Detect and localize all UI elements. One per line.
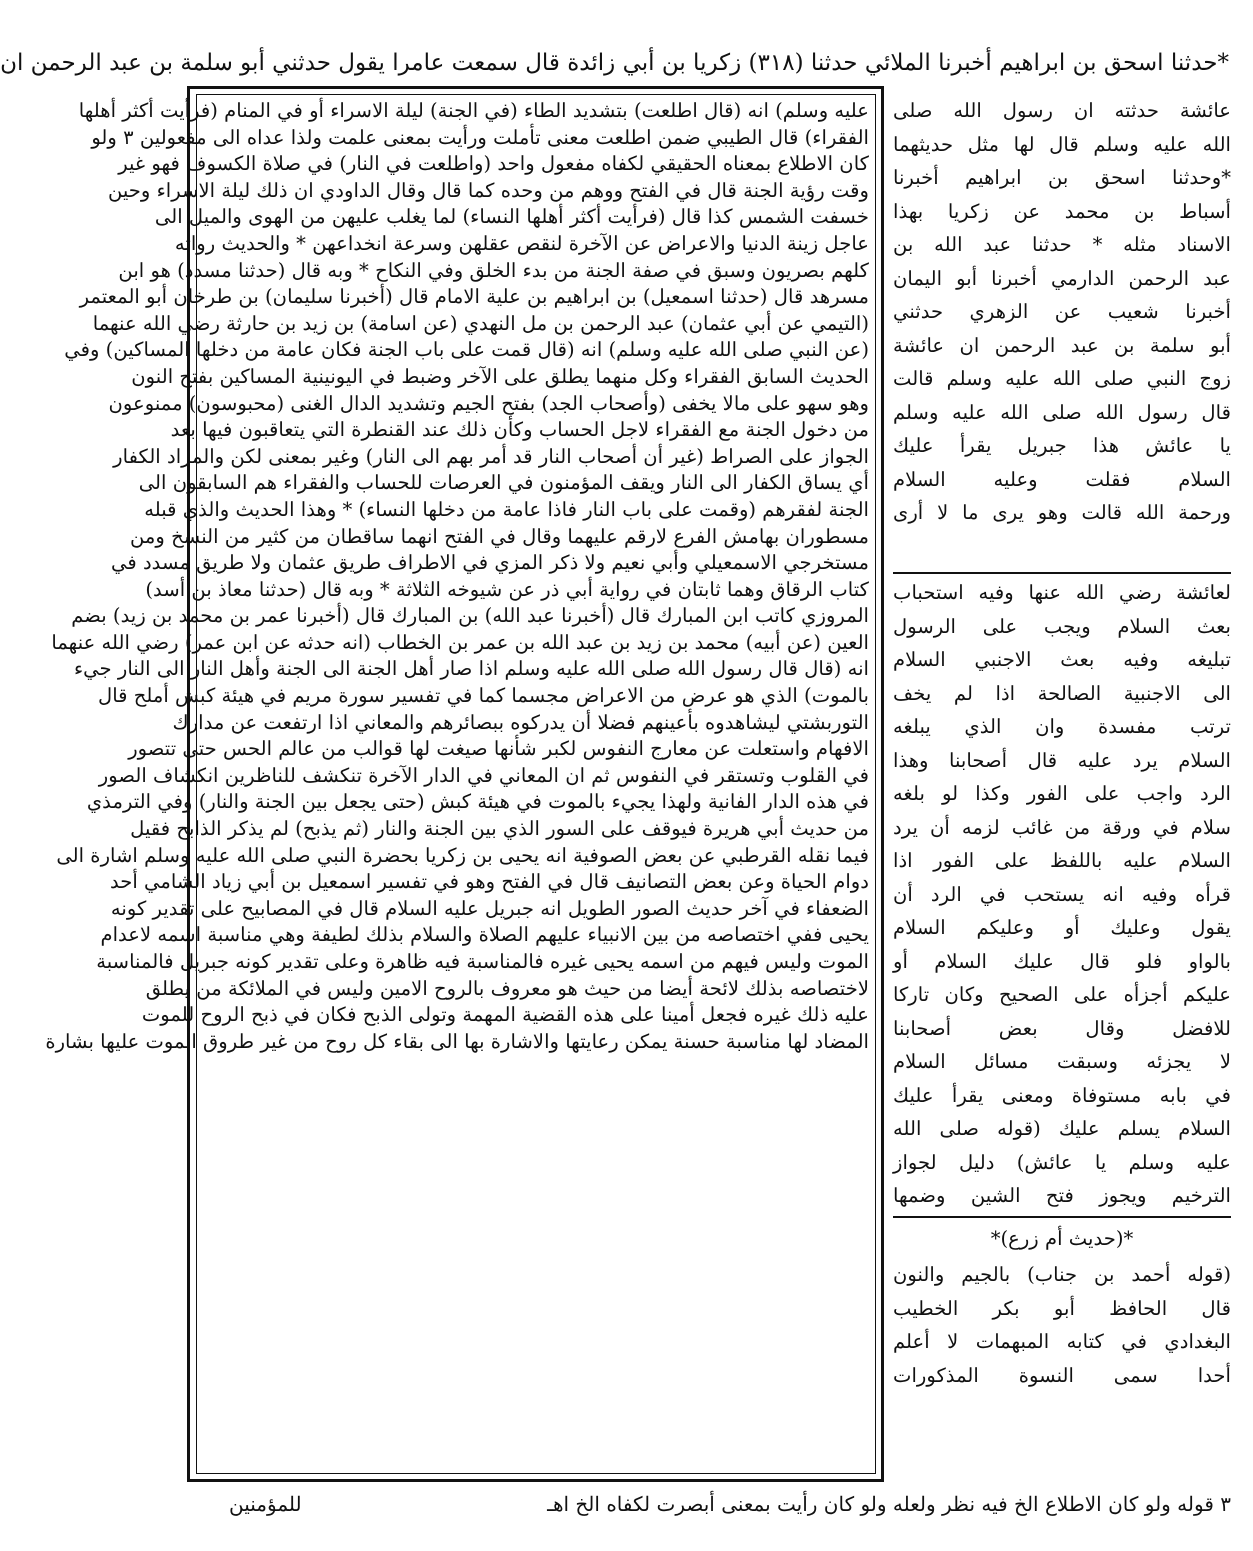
commentary-line: الضعفاء في آخر حديث الصور الطويل انه جبريل عليه السلام قال في المصابيح على تقدير كونه — [110, 896, 869, 920]
commentary-column — [45, 98, 869, 1470]
side-commentary-line: عليه وسلم يا عائش) دليل لجواز — [893, 1150, 1231, 1174]
nawawi-commentary-column — [893, 576, 1231, 1213]
side-commentary-line: بالواو فلو قال عليك السلام أو — [893, 949, 1231, 973]
commentary-line: الجنة لفقرهم (وقمت على باب النار فاذا عامة من دخلها النساء) * وهذا الحديث والذي قبله — [144, 497, 869, 521]
side-commentary-line: الرد واجب على الفور وكذا لو بلغه — [893, 782, 1231, 805]
side-commentary-line: السلام يرد عليه قال أصحابنا وهذا — [893, 748, 1231, 772]
hadith-line: عبد الرحمن الدارمي أخبرنا أبو اليمان — [893, 266, 1231, 290]
side-commentary-line: بعث السلام ويجب على الرسول — [893, 614, 1231, 638]
commentary-line: عليه ذلك غيره فجعل أمينا على هذه القضية المهمة وتولى الذبح فكان في ذبح الروح للموت — [141, 1003, 869, 1027]
hadith-line: ورحمة الله قالت وهو يرى ما لا أرى — [893, 501, 1231, 524]
commentary-line: المروزي كاتب ابن المبارك قال (أخبرنا عبد الله) بن المبارك قال (أخبرنا عمر بن محمد بن زيد) بضم — [71, 604, 869, 628]
side-bottom-line: (قوله أحمد بن جناب) بالجيم والنون — [893, 1263, 1231, 1286]
commentary-line: كتاب الرقاق وهما ثابتان في رواية أبي ذر عن شيوخه الثلاثة * وبه قال (حدثنا معاذ بن أسد) — [145, 577, 869, 601]
hadith-line: يا عائش هذا جبريل يقرأ عليك — [893, 434, 1231, 457]
commentary-line: لاختصاصه بذلك لائحة أيضا من حيث هو معروف بالروح الامين وليس في الملائكة من يطلق — [145, 976, 869, 1000]
side-bottom-line: أحدا سمى النسوة المذكورات — [893, 1363, 1231, 1387]
hadith-text-column — [893, 94, 1231, 530]
section-heading: *(حديث أم زرع)* — [990, 1227, 1134, 1250]
commentary-line: وهو سهو على مالا يخفى (وأصحاب الجد) بفتح الجيم وتشديد الدال الغنى (محبوسون) ممنوعون — [108, 391, 869, 415]
commentary-line: بالموت) الذي هو عرض من الاعراض مجسما كما في تفسير سورة مريم في هيئة كبش أملح قال — [97, 684, 869, 708]
side-divider-2 — [893, 1216, 1231, 1218]
side-bottom-line: قال الحافظ أبو بكر الخطيب — [893, 1296, 1231, 1320]
hadith-line: *وحدثنا اسحق بن ابراهيم أخبرنا — [893, 166, 1231, 189]
commentary-line: من حديث أبي هريرة فيوقف على السور الذي بين الجنة والنار (ثم يذبح) لم يذكر الذابح فقيل — [130, 817, 869, 841]
hadith-line: السلام فقلت وعليه السلام — [893, 467, 1231, 491]
commentary-line: أي يساق الكفار الى النار ويقف المؤمنون في العرصات للحساب والفقراء هم السابقون الى — [138, 471, 869, 495]
commentary-line: (عن النبي صلى الله عليه وسلم) انه (قال قمت على باب الجنة فكان عامة من دخلها المساكين) وفي — [64, 338, 869, 362]
hadith-line: أبو سلمة بن عبد الرحمن ان عائشة — [893, 333, 1231, 357]
commentary-line: دوام الحياة وعن بعض التصانيف قال في الفتح وهو في تفسير اسمعيل بن أبي زياد الشامي أحد — [109, 870, 869, 894]
side-commentary-line: قرأه وفيه انه يستحب في الرد أن — [893, 882, 1231, 906]
hadith-line: الله عليه وسلم قال لها مثل حديثهما — [893, 132, 1231, 156]
footnote — [203, 1484, 1231, 1524]
commentary-line: يحيى ففي اختصاصه من بين الانبياء عليهم الصلاة والسلام بذلك لطيفة وهي مناسبة اسمه لاعدام — [100, 923, 869, 947]
commentary-line: الحديث السابق الفقراء وكل منهما يطلق على الآخر وضبط في اليونينية المساكين بفتح النون — [131, 364, 869, 388]
commentary-line: في القلوب وتستقر في النفوس ثم ان المعاني في الدار الآخرة تنكشف للناظرين انكشاف الصور — [98, 763, 869, 787]
side-commentary-line: لعائشة رضي الله عنها وفيه استحباب — [893, 581, 1231, 604]
commentary-line: انه (قال قال رسول الله صلى الله عليه وسلم اذا صار أهل الجنة الى الجنة وأهل النار الى النار جيء — [73, 657, 869, 681]
commentary-line: فيما نقله القرطبي عن بعض الصوفية انه يحيى بن زكريا بحضرة النبي صلى الله عليه وسلم اشارة الى — [56, 843, 869, 867]
side-commentary-line: الى الاجنبية الصالحة اذا لم يخف — [893, 681, 1231, 705]
commentary-line: مسطوران بهامش الفرع لارقم عليهما وقال في الفتح انهما ساقطان من كثير من النسخ ومن — [129, 524, 869, 548]
hadith-line: زوج النبي صلى الله عليه وسلم قالت — [893, 367, 1231, 390]
commentary-line: وقت رؤية الجنة قال في الفتح ووهم من وحده كما قال وقال الداودي ان ذلك ليلة الاسراء وحين — [107, 178, 869, 202]
commentary-line: مستخرجي الاسمعيلي وأبي نعيم ولا ذكر المزي في الاطراف طريق عثمان ولا طريق مسدد في — [111, 551, 869, 575]
section-heading-wrap — [893, 1222, 1231, 1256]
side-commentary-line: عليكم أجزأه على الصحيح وكان تاركا — [893, 983, 1231, 1006]
commentary-line: عاجل زينة الدنيا والاعراض عن الآخرة لنقص عقلهن وسرعة انخداعهن * والحديث رواته — [174, 231, 869, 255]
side-commentary-line: السلام عليه باللفظ على الفور اذا — [893, 849, 1231, 872]
hadith-line: الاسناد مثله * حدثنا عبد الله بن — [893, 233, 1231, 256]
side-commentary-line: السلام يسلم عليك (قوله صلى الله — [893, 1117, 1231, 1140]
commentary-line: في هذه الدار الفانية ولهذا يجيء بالموت في هيئة كبش (حتى يجعل بين الجنة والنار) وفي الترمذي — [86, 790, 869, 814]
commentary-line: خسفت الشمس كذا قال (فرأيت أكثر أهلها النساء) لما يغلب عليهن من الهوى والميل الى — [154, 205, 869, 229]
commentary-line: التوربشتي ليشاهدوه بأعينهم فضلا أن يدركوه ببصائرهم والمعاني اذا ارتفعت عن مدارك — [172, 710, 869, 734]
side-bottom-column — [893, 1258, 1231, 1392]
side-commentary-line: في بابه مستوفاة ومعنى يقرأ عليك — [893, 1083, 1231, 1107]
side-commentary-line: لا يجزئه وسبقت مسائل السلام — [893, 1050, 1231, 1073]
commentary-line: الفقراء) قال الطيبي ضمن اطلعت معنى تأملت ورأيت بمعنى علمت ولذا عداه الى مفعولين ٣ ولو — [91, 125, 869, 149]
commentary-line: عليه وسلم) انه (قال اطلعت) بتشديد الطاء (في الجنة) ليلة الاسراء أو في المنام (فرأيت أكثر أهلها — [78, 99, 869, 122]
catchword: للمؤمنين — [229, 1492, 302, 1516]
commentary-line: من دخول الجنة مع الفقراء لاجل الحساب وكأن ذلك عند القنطرة التي يتعاقبون فيها بعد — [170, 418, 869, 442]
commentary-line: الافهام واستعلت عن معارج النفوس لكبر شأنها صيغت لها قوالب من عالم الحس حتى تتصور — [128, 737, 869, 761]
footnote-text: ٣ قوله ولو كان الاطلاع الخ فيه نظر ولعله ولو كان رأيت بمعنى أبصرت لكفاه الخ اهـ — [547, 1492, 1231, 1516]
side-commentary-line: تبليغه وفيه بعث الاجنبي السلام — [893, 648, 1231, 671]
hadith-line: قال رسول الله صلى الله عليه وسلم — [893, 400, 1231, 424]
commentary-line: المضاد لها مناسبة حسنة يمكن رعايتها والاشارة بها الى بقاء كل روح من غير طروق الموت عليها بشارة — [45, 1029, 869, 1053]
commentary-line: (التيمي عن أبي عثمان) عبد الرحمن بن مل النهدي (عن اسامة) بن زيد بن حارثة رضي الله عنهما — [92, 311, 869, 335]
commentary-line: كان الاطلاع بمعناه الحقيقي لكفاه مفعول واحد (واطلعت في النار) في صلاة الكسوف فهو غير — [118, 152, 869, 176]
commentary-line: الجواز على الصراط (غير أن أصحاب النار قد أمر بهم الى النار) وغير بمعنى لكن والمراد الكفار — [113, 444, 869, 468]
commentary-line: كلهم بصريون وسبق في صفة الجنة من بدء الخلق وفي النكاح * وبه قال (حدثنا مسدد) هو ابن — [118, 258, 869, 282]
page-header: *حدثنا اسحق بن ابراهيم أخبرنا الملائي حدثنا (٣١٨) زكريا بن أبي زائدة قال سمعت عامرا يقول حدثني أبو سلمة بن عبد الرحمن ان — [0, 50, 1229, 76]
side-commentary-line: سلام في ورقة من غائب لزمه أن يرد — [893, 815, 1231, 839]
hadith-line: أخبرنا شعيب عن الزهري حدثني — [893, 300, 1231, 323]
commentary-line: مسرهد قال (حدثنا اسمعيل) بن ابراهيم بن علية الامام قال (أخبرنا سليمان) بن طرخان أبو المعتمر — [79, 285, 869, 309]
commentary-line: الموت وليس فيهم من اسمه يحيى غيره فالمناسبة فيه ظاهرة وعلى تقدير كونه جبريل فالمناسبة — [96, 950, 869, 973]
hadith-line: عائشة حدثته ان رسول الله صلى — [893, 99, 1231, 122]
hadith-line: أسباط بن محمد عن زكريا بهذا — [893, 199, 1231, 223]
side-commentary-line: يقول وعليك أو وعليكم السلام — [893, 916, 1231, 939]
side-divider-1 — [893, 572, 1231, 574]
commentary-line: العين (عن أبيه) محمد بن زيد بن عبد الله بن عمر بن الخطاب (انه حدثه عن ابن عمر) رضي الله عنهما — [51, 630, 869, 654]
side-commentary-line: ترتب مفسدة وان الذي يبلغه — [893, 715, 1231, 738]
side-commentary-line: الترخيم ويجوز فتح الشين وضمها — [893, 1184, 1231, 1207]
side-bottom-line: البغدادي في كتابه المبهمات لا أعلم — [893, 1330, 1231, 1353]
side-commentary-line: للافضل وقال بعض أصحابنا — [893, 1016, 1231, 1040]
